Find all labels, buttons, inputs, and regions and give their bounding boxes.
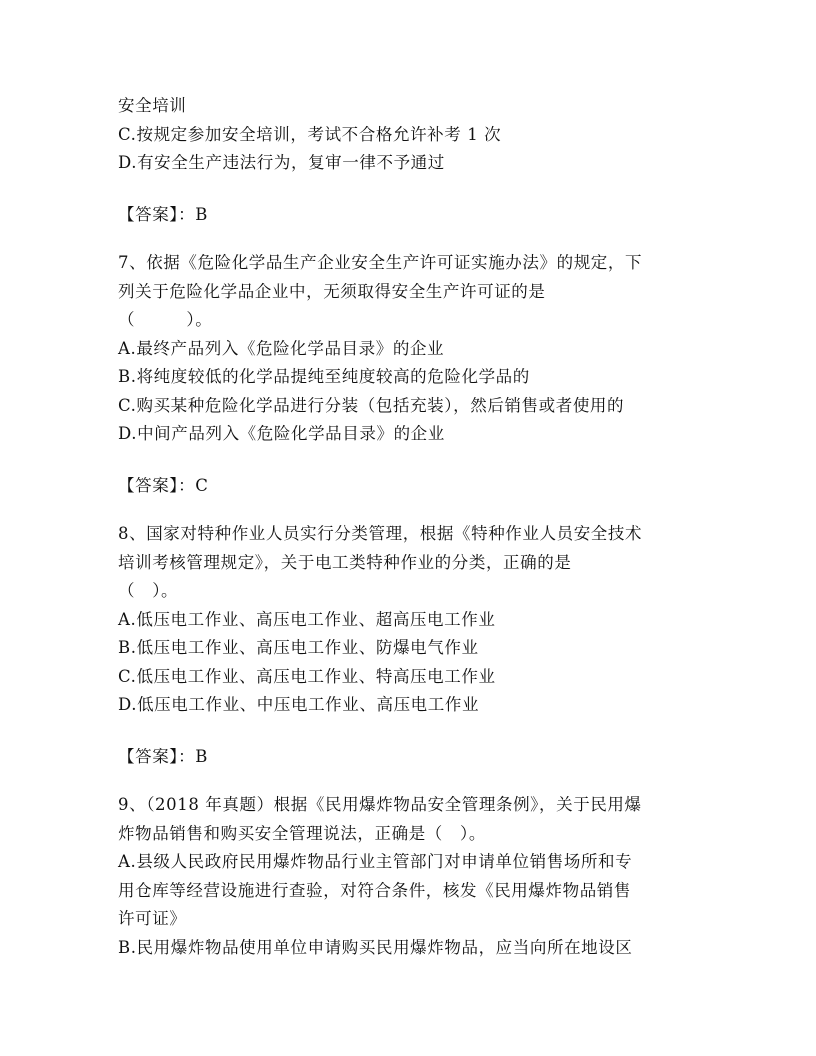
q8-stem-line-2: 培训考核管理规定》，关于电工类特种作业的分类，正确的是 <box>118 552 572 572</box>
q9-option-a-line-1: A.县级人民政府民用爆炸物品行业主管部门对申请单位销售场所和专 <box>118 852 633 871</box>
q8-stem-line-1: 8、国家对特种作业人员实行分类管理，根据《特种作业人员安全技术 <box>118 524 643 543</box>
q6-answer: 【答案】：B <box>118 204 208 224</box>
q7-stem-line-3: （ ）。 <box>118 310 213 329</box>
q7-stem-line-2: 列关于危险化学品企业中，无须取得安全生产许可证的是 <box>118 281 546 301</box>
q6-option-c: C.按规定参加安全培训，考试不合格允许补考 1 次 <box>118 124 502 144</box>
q7-answer: 【答案】：C <box>118 475 209 495</box>
q8-option-b: B.低压电工作业、高压电工作业、防爆电气作业 <box>118 638 479 657</box>
document-page <box>118 92 698 962</box>
q7-stem-line-1: 7、依据《危险化学品生产企业安全生产许可证实施办法》的规定，下 <box>118 253 643 272</box>
q8-stem-line-3: （ ）。 <box>118 581 179 600</box>
q7-option-b: B.将纯度较低的化学品提纯至纯度较高的危险化学品的 <box>118 367 530 386</box>
q9-option-b-line-1: B.民用爆炸物品使用单位申请购买民用爆炸物品，应当向所在地设区 <box>118 937 633 957</box>
q8-option-d: D.低压电工作业、中压电工作业、高压电工作业 <box>118 695 480 714</box>
q8-option-a: A.低压电工作业、高压电工作业、超高压电工作业 <box>118 609 496 629</box>
q9-stem-line-1: 9、（2018 年真题）根据《民用爆炸物品安全管理条例》，关于民用爆 <box>118 795 642 814</box>
q9-option-a-line-2: 用仓库等经营设施进行查验，对符合条件，核发《民用爆炸物品销售 <box>118 880 631 900</box>
q6-option-d: D.有安全生产违法行为，复审一律不予通过 <box>118 153 445 172</box>
q7-option-c: C.购买某种危险化学品进行分装（包括充装），然后销售或者使用的 <box>118 395 625 415</box>
q8-option-c: C.低压电工作业、高压电工作业、特高压电工作业 <box>118 666 496 686</box>
q6-option-continuation: 安全培训 <box>118 96 187 115</box>
q9-stem-line-2: 炸物品销售和购买安全管理说法，正确是（ ）。 <box>118 823 486 843</box>
q7-option-a: A.最终产品列入《危险化学品目录》的企业 <box>118 338 445 358</box>
q9-option-a-line-3: 许可证》 <box>118 909 187 928</box>
q8-answer: 【答案】：B <box>118 746 208 766</box>
q7-option-d: D.中间产品列入《危险化学品目录》的企业 <box>118 424 445 443</box>
